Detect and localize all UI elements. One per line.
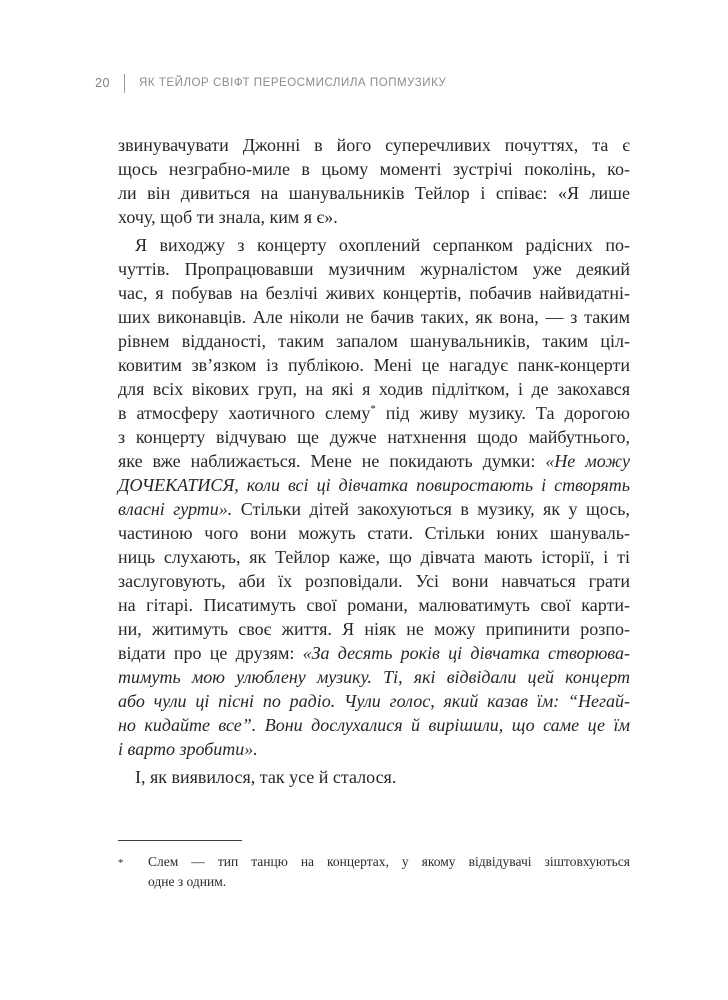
body-line: [118, 689, 630, 713]
italic-run: «Не можу: [545, 451, 630, 471]
body-line: [118, 545, 630, 569]
body-line: [118, 473, 630, 497]
text-run: час, я побував на безлічі живих концертів, побачив найвидатні-: [118, 283, 630, 303]
running-title: ЯК ТЕЙЛОР СВІФТ ПЕРЕОСМИСЛИЛА ПОПМУЗИКУ: [139, 77, 447, 89]
text-run: Стільки дітей закохуються в музику, як у щось,: [232, 499, 630, 519]
italic-run: но кидайте все”. Вони дослухалися й вирішили, що саме це їм: [118, 715, 630, 735]
body-line: [118, 305, 630, 329]
body-line: [118, 593, 630, 617]
body-line: [118, 641, 630, 665]
footnote: [118, 840, 630, 892]
text-run: рівнем відданості, таким запалом шанувальників, таким ціл-: [118, 331, 630, 351]
text-run: звинувачувати Джонні в його суперечливих почуттях, та є: [118, 135, 630, 155]
body-line: [118, 181, 630, 205]
body-line: [118, 401, 630, 425]
body-line: [118, 133, 630, 157]
text-run: відати про це друзям:: [118, 643, 303, 663]
body-line: [118, 569, 630, 593]
footnote-text: [148, 852, 630, 892]
text-run: з концерту відчуваю ще дужче натхнення щодо майбутнього,: [118, 427, 630, 447]
text-run: частиною чого вони можуть стати. Стільки юних шануваль-: [118, 523, 630, 543]
footnote-rule: [118, 840, 242, 841]
body-line: [118, 233, 630, 257]
footnote-marker: *: [118, 857, 124, 869]
text-run: заслуговують, аби їх розповідали. Усі вони навчаться грати: [118, 571, 630, 591]
body-line: [118, 353, 630, 377]
footnote-reference: *: [370, 403, 376, 415]
italic-run: «За десять років ці дівчатка створюва-: [302, 643, 630, 663]
body-line: [118, 449, 630, 473]
body-line: [118, 257, 630, 281]
italic-run: і варто зробити».: [118, 739, 258, 759]
text-run: І, як виявилося, так усе й сталося.: [135, 767, 397, 787]
text-run: для всіх вікових груп, на які я ходив підлітком, і де закохався: [118, 379, 630, 399]
body-line: [118, 329, 630, 353]
body-line: [118, 425, 630, 449]
text-run: ни, житимуть своє життя. Я ніяк не можу припинити розпо-: [118, 619, 630, 639]
body-line: [118, 521, 630, 545]
italic-run: власні гурти».: [118, 499, 233, 519]
text-run: ших виконавців. Але ніколи не бачив таких, як вона, — з таким: [118, 307, 630, 327]
body-line: [118, 713, 630, 737]
footnote-line: одне з одним.: [148, 874, 227, 889]
body-line: [118, 205, 630, 229]
paragraph: [118, 233, 630, 761]
running-header: [80, 72, 446, 94]
body-line: [118, 157, 630, 181]
body-line: [118, 497, 630, 521]
text-run: Я виходжу з концерту охоплений серпанком радісних по-: [135, 235, 630, 255]
header-divider: [124, 74, 125, 93]
text-run: чуттів. Пропрацювавши музичним журналістом уже деякий: [118, 259, 630, 279]
body-line: [118, 665, 630, 689]
page-number: 20: [95, 76, 110, 90]
body-line: [118, 617, 630, 641]
italic-run: ДОЧЕКАТИСЯ, коли всі ці дівчатка повиростають і створять: [118, 475, 630, 495]
text-run: хочу, щоб ти знала, ким я є».: [118, 207, 338, 227]
body-line: [118, 281, 630, 305]
body-line: [118, 737, 630, 761]
italic-run: або чули ці пісні по радіо. Чули голос, який казав їм: “Негай-: [118, 691, 630, 711]
italic-run: тимуть мою улюблену музику. Ті, які відвідали цей концерт: [118, 667, 630, 687]
text-run: щось незграбно-миле в цьому моменті зустрічі поколінь, ко-: [118, 159, 630, 179]
text-run: в атмосферу хаотичного слему: [118, 403, 371, 423]
text-run: під живу музику. Та дорогою: [375, 403, 630, 423]
body-line: [118, 765, 630, 789]
text-run: на гітарі. Писатимуть свої романи, малюватимуть свої карти-: [118, 595, 630, 615]
text-run: яке вже наближається. Мене не покидають думки:: [118, 451, 546, 471]
paragraph: [118, 133, 630, 229]
text-run: ниць слухають, як Тейлор каже, що дівчата мають історії, і ті: [118, 547, 630, 567]
body-line: [118, 377, 630, 401]
paragraph: [118, 765, 630, 789]
footnote-line: Слем — тип танцю на концертах, у якому відвідувачі зіштовхуються: [148, 854, 630, 869]
text-run: ли він дивиться на шанувальників Тейлор і співає: «Я лише: [118, 183, 630, 203]
text-run: ковитим зв’язком із публікою. Мені це нагадує панк-концерти: [118, 355, 630, 375]
body-text: [118, 133, 630, 789]
